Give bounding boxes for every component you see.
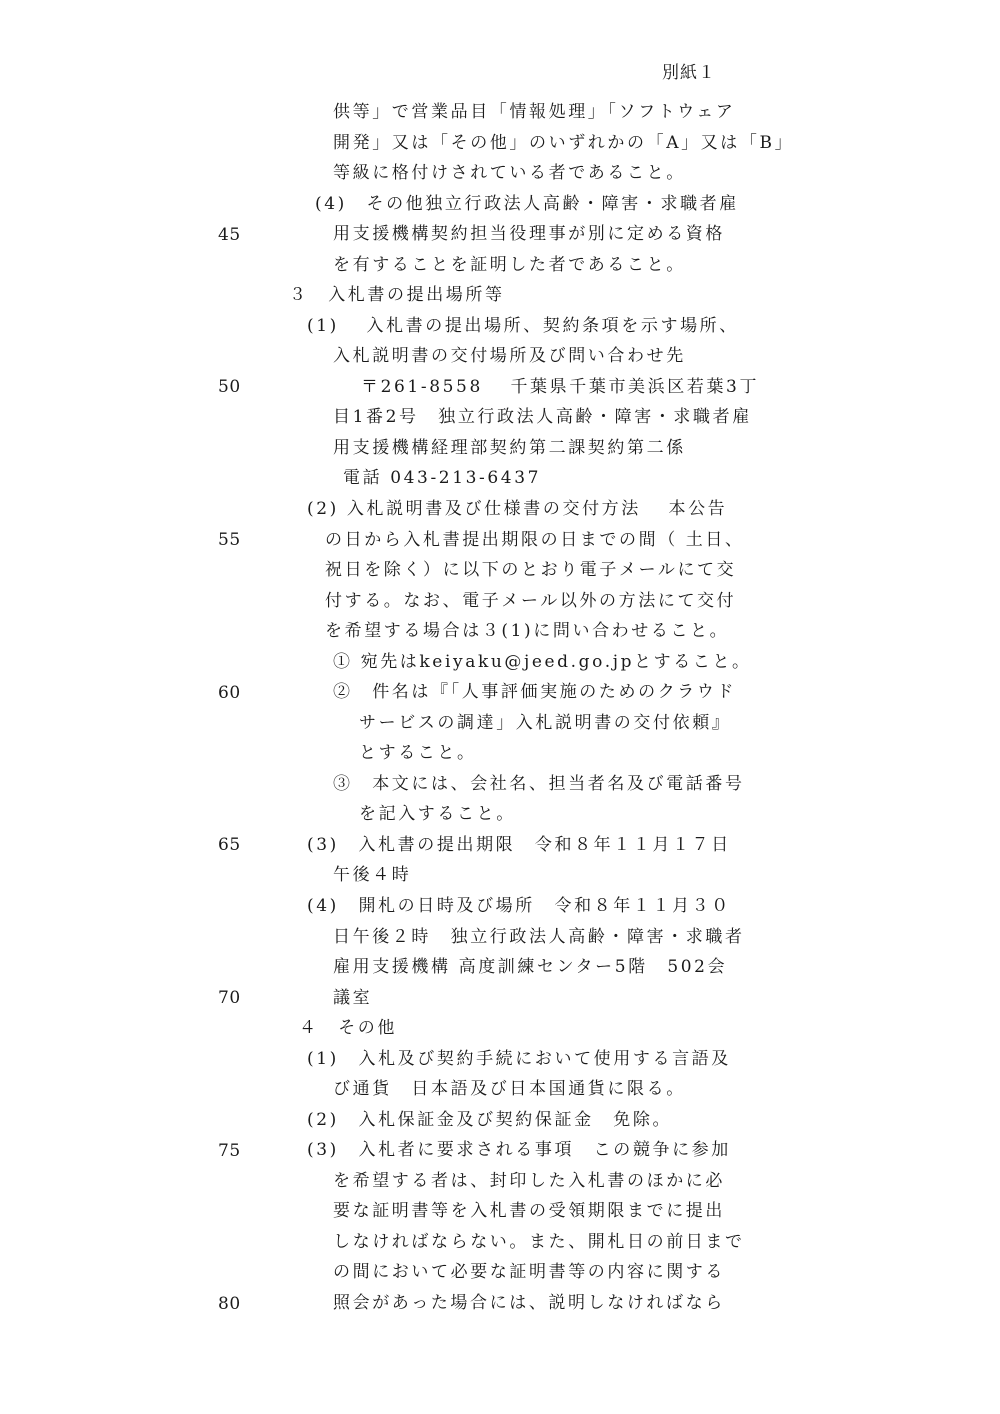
line-number: 70 <box>218 988 241 1008</box>
body-line: 〒261-8558 千葉県千葉市美浜区若葉3丁 <box>361 377 760 397</box>
body-line: 雇用支援機構 高度訓練センター5階 502会 <box>333 957 728 977</box>
body-line: 入札説明書の交付場所及び問い合わせ先 <box>333 346 686 366</box>
body-line: 午後４時 <box>333 865 412 885</box>
body-line: を希望する者は、封印した入札書のほかに必 <box>333 1171 725 1191</box>
body-line: 目1番2号 独立行政法人高齢・障害・求職者雇 <box>333 407 752 427</box>
body-line: の間において必要な証明書等の内容に関する <box>333 1262 725 1282</box>
body-line: (1) 入札及び契約手続において使用する言語及 <box>307 1049 731 1069</box>
body-line: ① 宛先はkeiyaku@jeed.go.jpとすること。 <box>333 652 752 672</box>
body-line: 照会があった場合には、説明しなければなら <box>333 1293 725 1313</box>
body-line: 電話 043-213-6437 <box>343 468 542 488</box>
body-line: 等級に格付けされている者であること。 <box>333 163 686 183</box>
line-number: 45 <box>218 225 241 245</box>
body-line: しなければならない。また、開札日の前日まで <box>333 1232 745 1252</box>
body-line: ③ 本文には、会社名、担当者名及び電話番号 <box>333 774 745 794</box>
body-line: 議室 <box>333 988 373 1008</box>
body-line: び通貨 日本語及び日本国通貨に限る。 <box>333 1079 686 1099</box>
body-line: を有することを証明した者であること。 <box>333 255 686 275</box>
body-line: (4) その他独立行政法人高齢・障害・求職者雇 <box>315 194 739 214</box>
body-line: 祝日を除く）に以下のとおり電子メールにて交 <box>325 560 737 580</box>
body-line: 用支援機構経理部契約第二課契約第二係 <box>333 438 686 458</box>
section-heading: ４ その他 <box>299 1018 397 1038</box>
line-number: 50 <box>218 377 241 397</box>
body-line: サービスの調達」入札説明書の交付依頼』 <box>359 713 732 733</box>
line-number: 75 <box>218 1141 241 1161</box>
line-number: 55 <box>218 530 241 550</box>
body-line: (4) 開札の日時及び場所 令和８年１１月３０ <box>307 896 731 916</box>
body-line: ② 件名は『「人事評価実施のためのクラウド <box>333 682 737 702</box>
body-line: (3) 入札者に要求される事項 この競争に参加 <box>307 1140 731 1160</box>
body-line: (2) 入札説明書及び仕様書の交付方法 本公告 <box>307 499 728 519</box>
body-line: 用支援機構契約担当役理事が別に定める資格 <box>333 224 725 244</box>
body-line: 日午後２時 独立行政法人高齢・障害・求職者 <box>333 927 745 947</box>
body-line: の日から入札書提出期限の日までの間（ 土日、 <box>325 530 745 550</box>
body-line: (2) 入札保証金及び契約保証金 免除。 <box>307 1110 673 1130</box>
attachment-label: 別紙１ <box>662 63 716 83</box>
line-number: 80 <box>218 1294 241 1314</box>
body-line: (1) 入札書の提出場所、契約条項を示す場所、 <box>307 316 739 336</box>
line-number: 60 <box>218 683 241 703</box>
body-line: を記入すること。 <box>359 804 516 824</box>
body-line: 要な証明書等を入札書の受領期限までに提出 <box>333 1201 725 1221</box>
body-line: とすること。 <box>359 743 477 763</box>
body-line: 供等」で営業品目「情報処理」「ソフトウェア <box>333 102 736 122</box>
body-line: を希望する場合は３(1)に問い合わせること。 <box>325 621 730 641</box>
body-line: (3) 入札書の提出期限 令和８年１１月１７日 <box>307 835 731 855</box>
body-line: 開発」又は「その他」のいずれかの「A」又は「B」 <box>333 133 795 153</box>
line-number: 65 <box>218 835 241 855</box>
section-heading: ３ 入札書の提出場所等 <box>289 285 505 305</box>
body-line: 付する。なお、電子メール以外の方法にて交付 <box>325 591 737 611</box>
